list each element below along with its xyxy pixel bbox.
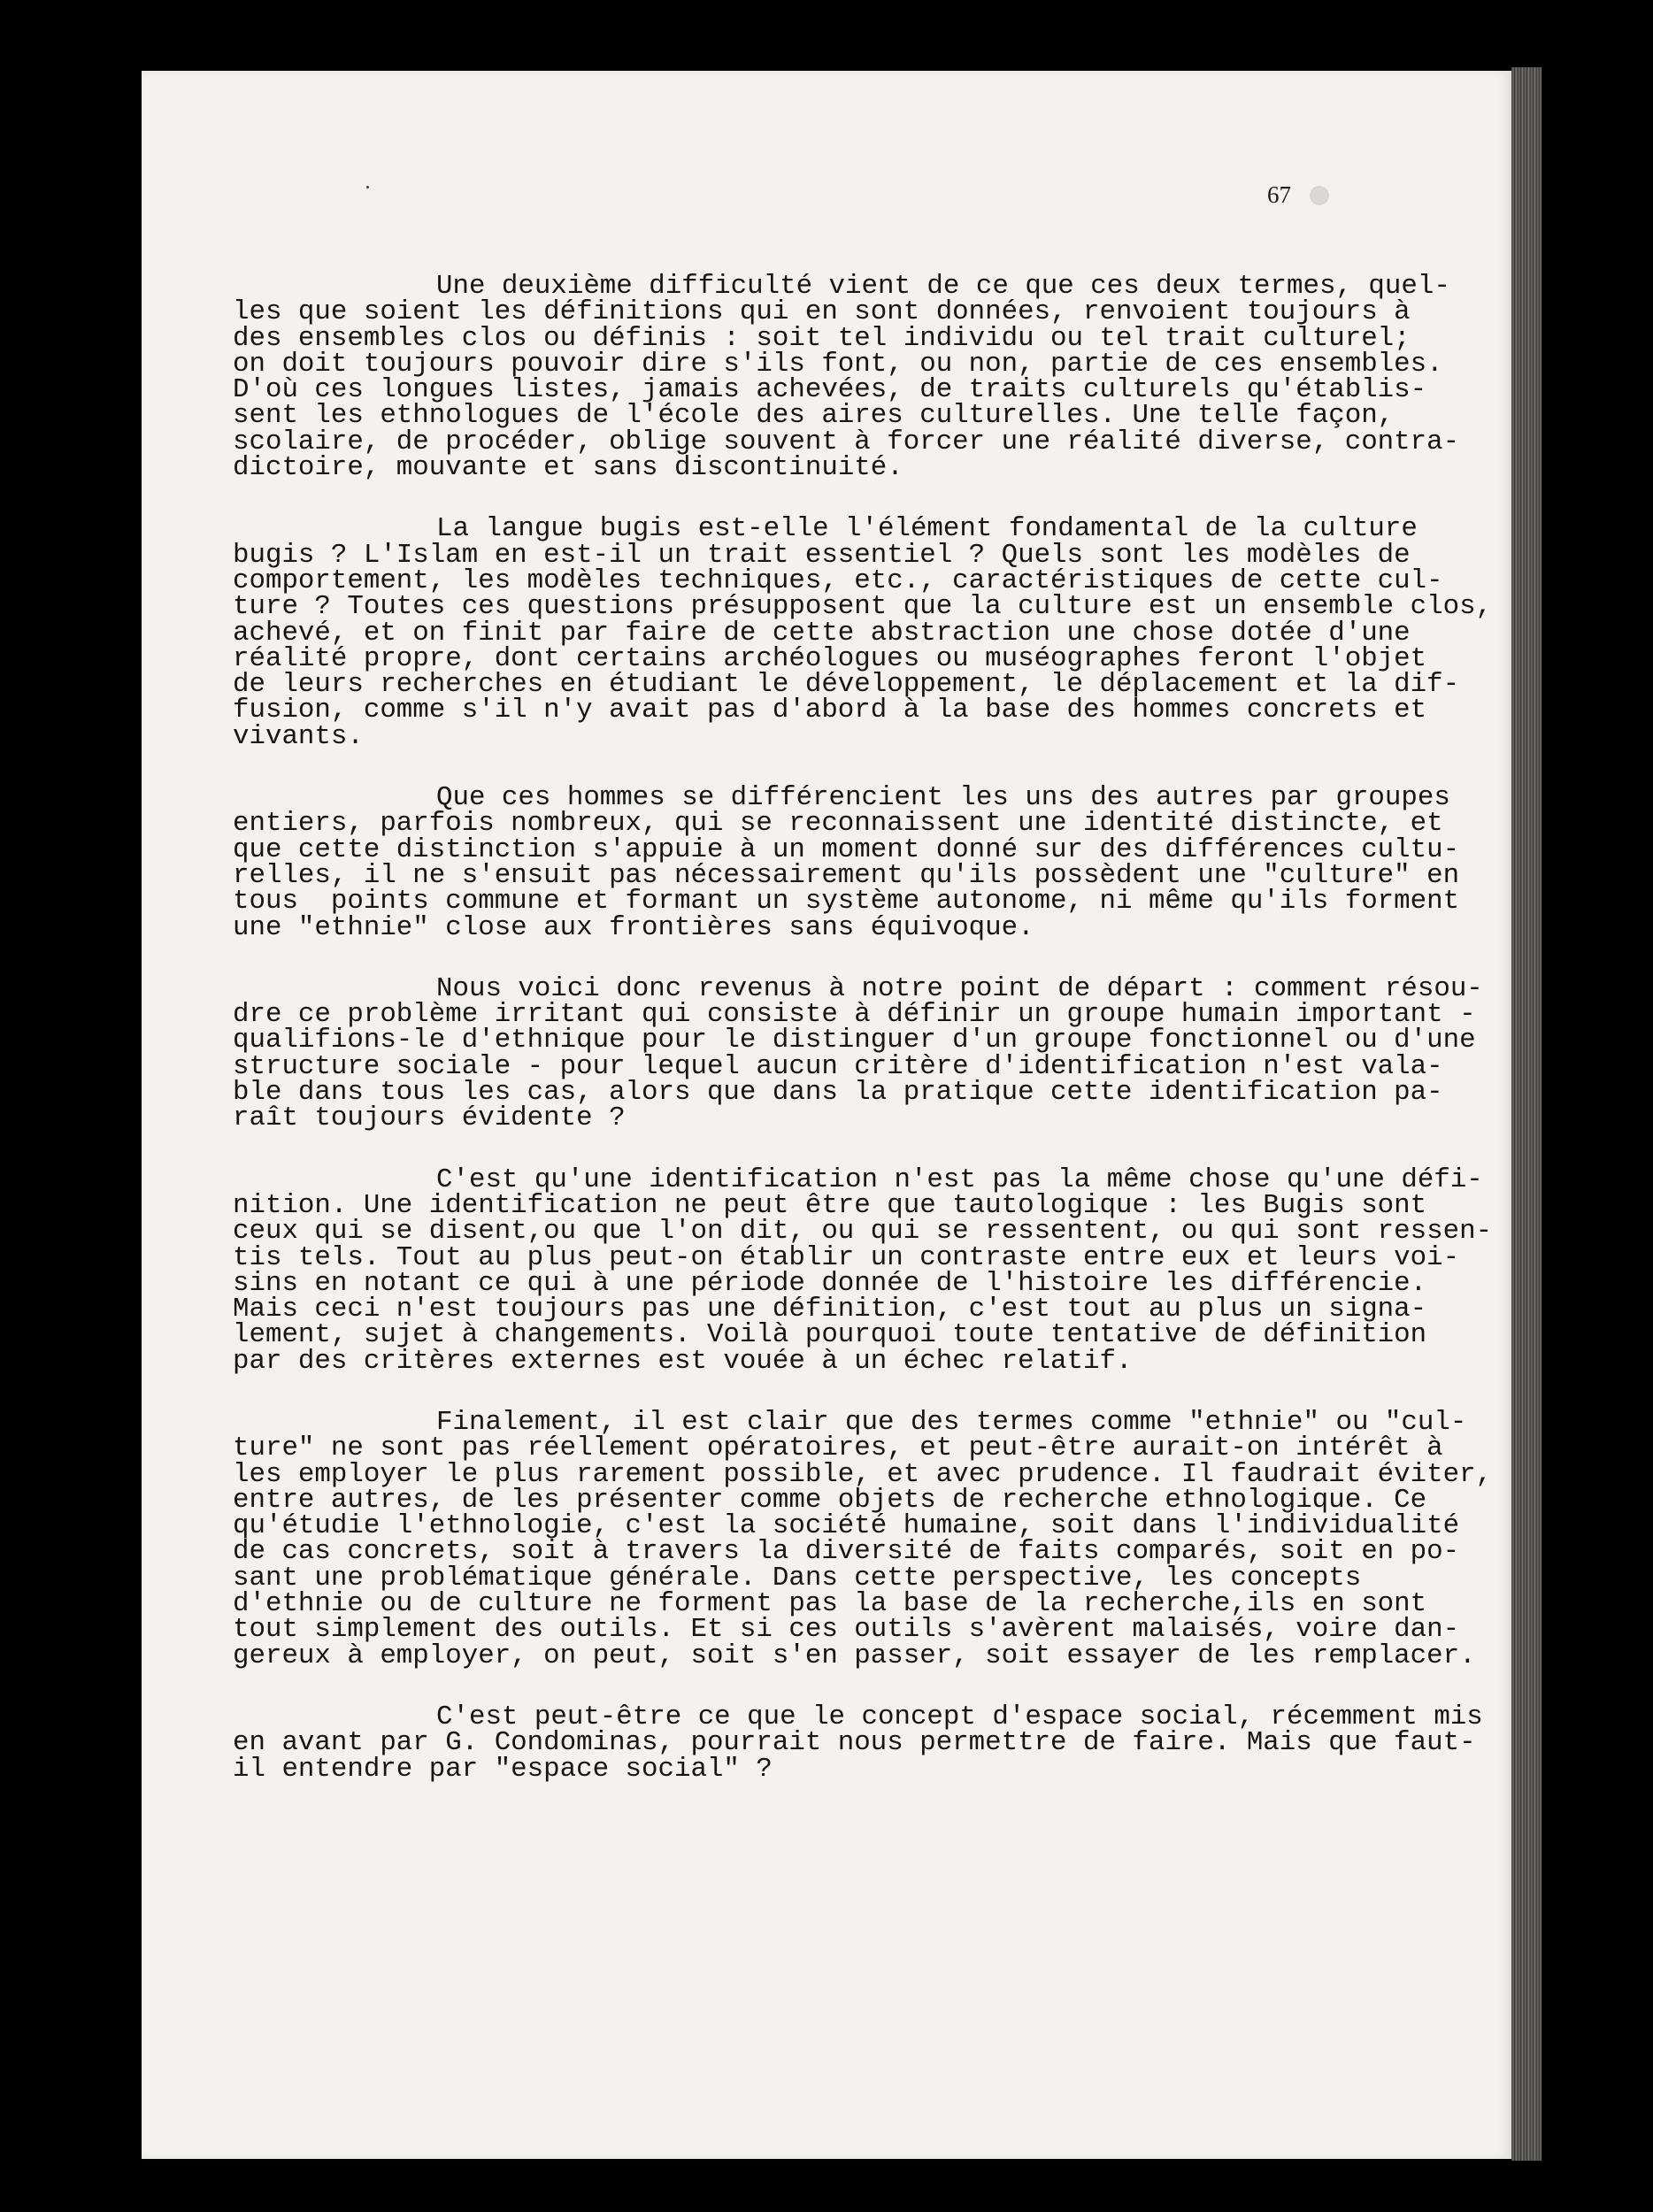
text-line: Mais ceci n'est toujours pas une définition, c'est tout au plus un signa- [233,1294,1427,1325]
paragraph [233,271,1460,484]
text-line: ceux qui se disent,ou que l'on dit, ou qui se ressentent, ou qui sont ressen- [233,1216,1493,1248]
text-line: D'où ces longues listes, jamais achevées, de traits culturels qu'établis- [233,374,1427,406]
text-line: tous points commune et formant un système autonome, ni même qu'ils forment [233,886,1460,918]
bleed-through-mark [1310,186,1329,205]
text-line: de cas concrets, soit à travers la diversité de faits comparés, soit en po- [233,1536,1460,1568]
text-line: dictoire, mouvante et sans discontinuité. [233,452,903,484]
text-line: en avant par G. Condominas, pourrait nous permettre de faire. Mais que faut- [233,1727,1476,1759]
text-line: dre ce problème irritant qui consiste à définir un groupe humain important - [233,999,1476,1031]
text-line: scolaire, de procéder, oblige souvent à forcer une réalité diverse, contra- [233,426,1460,457]
text-line: structure sociale - pour lequel aucun critère d'identification n'est vala- [233,1050,1443,1082]
text-line: les employer le plus rarement possible, et avec prudence. Il faudrait éviter, [233,1458,1493,1490]
text-line: que cette distinction s'appuie à un moment donné sur des différences cultu- [233,833,1460,865]
text-line: raît toujours évidente ? [233,1102,626,1134]
text-line: par des critères externes est vouée à un échec relatif. [233,1345,1133,1377]
text-line: Finalement, il est clair que des termes comme "ethnie" ou "cul- [436,1406,1467,1438]
text-line: gereux à employer, on peut, soit s'en passer, soit essayer de les remplacer. [233,1640,1476,1671]
paragraph [233,513,1493,752]
paragraph [233,1406,1493,1671]
body-text [233,271,1493,1817]
text-line: de leurs recherches en étudiant le développement, le déplacement et la dif- [233,669,1460,701]
text-line: nition. Une identification ne peut être que tautologique : les Bugis sont [233,1189,1427,1221]
text-line: tout simplement des outils. Et si ces outils s'avèrent malaisés, voire dan- [233,1614,1460,1646]
text-line: une "ethnie" close aux frontières sans équivoque. [233,911,1034,943]
text-line: réalité propre, dont certains archéologues ou muséographes feront l'objet [233,642,1427,674]
text-line: ble dans tous les cas, alors que dans la pratique cette identification pa- [233,1077,1443,1109]
text-line: achevé, et on finit par faire de cette abstraction une chose dotée d'une [233,617,1411,649]
text-line: Nous voici donc revenus à notre point de départ : comment résou- [436,972,1483,1004]
text-line: entre autres, de les présenter comme objets de recherche ethnologique. Ce [233,1484,1427,1516]
paragraph [233,1164,1493,1377]
text-line: ture" ne sont pas réellement opératoires, et peut-être aurait-on intérêt à [233,1432,1443,1464]
text-line: ture ? Toutes ces questions présupposent que la culture est un ensemble clos, [233,591,1493,623]
paragraph [233,972,1483,1134]
text-line: C'est peut-être ce que le concept d'espace social, récemment mis [436,1701,1483,1732]
text-line: bugis ? L'Islam en est-il un trait essentiel ? Quels sont les modèles de [233,539,1411,571]
text-line: d'ethnie ou de culture ne forment pas la base de la recherche,ils en sont [233,1588,1427,1620]
text-line: il entendre par "espace social" ? [233,1753,773,1785]
paragraph [233,782,1460,943]
page-number: 67 [1267,181,1291,208]
text-line: entiers, parfois nombreux, qui se reconnaissent une identité distincte, et [233,808,1443,840]
text-line: sins en notant ce qui à une période donnée de l'histoire les différencie. [233,1267,1427,1299]
paragraph [233,1701,1483,1785]
text-line: fusion, comme s'il n'y avait pas d'abord à la base des hommes concrets et [233,695,1427,726]
text-line: lement, sujet à changements. Voilà pourquoi toute tentative de définition [233,1319,1427,1351]
text-line: on doit toujours pouvoir dire s'ils font, ou non, partie de ces ensembles. [233,348,1443,380]
text-line: C'est qu'une identification n'est pas la même chose qu'une défi- [436,1164,1483,1195]
text-line: des ensembles clos ou définis : soit tel individu ou tel trait culturel; [233,322,1411,354]
text-line: Que ces hommes se différencient les uns des autres par groupes [436,782,1450,814]
ink-speck [366,186,369,188]
text-line: sant une problématique générale. Dans cette perspective, les concepts [233,1562,1362,1594]
text-line: qu'étudie l'ethnologie, c'est la société humaine, soit dans l'individualité [233,1510,1460,1542]
page-stack-edge [1511,67,1542,2161]
text-line: La langue bugis est-elle l'élément fondamental de la culture [436,513,1418,545]
text-line: Une deuxième difficulté vient de ce que ces deux termes, quel- [436,271,1450,302]
text-line: tis tels. Tout au plus peut-on établir un contraste entre eux et leurs voi- [233,1241,1460,1273]
text-line: qualifions-le d'ethnique pour le distinguer d'un groupe fonctionnel ou d'une [233,1025,1476,1056]
text-line: les que soient les définitions qui en sont données, renvoient toujours à [233,296,1411,328]
text-line: comportement, les modèles techniques, etc., caractéristiques de cette cul- [233,565,1443,596]
text-line: relles, il ne s'ensuit pas nécessairement qu'ils possèdent une "culture" en [233,859,1460,891]
text-line: vivants. [233,720,364,752]
text-line: sent les ethnologues de l'école des aires culturelles. Une telle façon, [233,400,1395,432]
